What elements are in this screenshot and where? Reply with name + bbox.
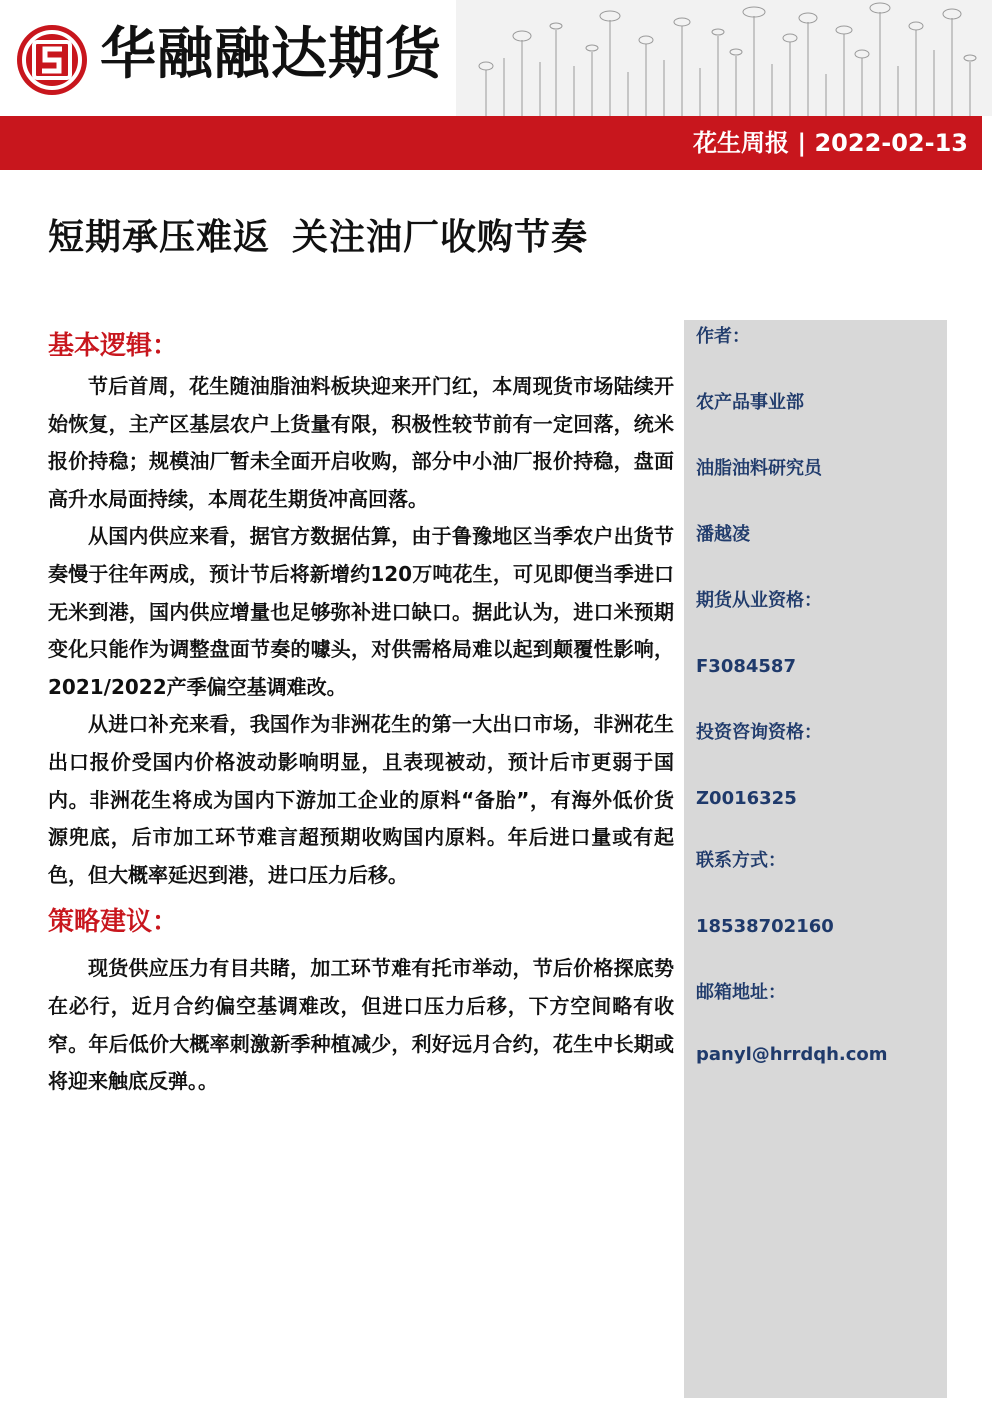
company-name: 华融融达期货 <box>100 21 442 87</box>
role: 油脂油料研究员 <box>696 458 822 479</box>
investment-qualification: Z0016325 <box>696 788 797 809</box>
report-type-date: 花生周报 | 2022-02-13 <box>693 129 968 157</box>
basic-logic-heading: 基本逻辑： <box>48 331 179 361</box>
contact-label: 联系方式： <box>696 850 786 871</box>
email-label: 邮箱地址： <box>696 982 786 1003</box>
strategy-heading: 策略建议： <box>48 907 179 938</box>
title-part-2: 关注油厂收购节奏 <box>292 217 589 258</box>
paragraph: 节后首周，花生随油脂油料板块迎来开门红，本周现货市场陆续开始恢复，主产区基层农户上货量有限，积极性较节前有一定回落，统米报价持稳；规模油厂暂未全面开启收购，部分中小油厂报价持稳，盘面高升水局面持续，本周花生期货冲高回落。 <box>48 374 674 511</box>
author-sidebar <box>684 320 947 1398</box>
author-label: 作者： <box>696 326 750 347</box>
email-address[interactable]: panyl@hrrdqh.com <box>696 1044 888 1065</box>
futures-qualification: F3084587 <box>696 656 796 677</box>
main-content <box>48 326 674 1101</box>
strategy-body <box>48 950 674 1100</box>
report-header <box>0 0 992 172</box>
department: 农产品事业部 <box>696 392 804 413</box>
title-part-1: 短期承压难返 <box>48 217 271 258</box>
decorative-pattern <box>456 0 992 116</box>
basic-logic-body <box>48 368 674 894</box>
paragraph: 从国内供应来看，据官方数据估算，由于鲁豫地区当季农户出货节奏慢于往年两成，预计节后将新增约120万吨花生，可见即便当季进口无米到港，国内供应增量也足够弥补进口缺口。据此认为，进口米预期变化只能作为调整盘面节奏的噱头，对供需格局难以起到颠覆性影响，2021/2022产季偏空基调难改。 <box>48 524 674 699</box>
investment-qualification-label: 投资咨询资格： <box>696 722 822 743</box>
phone-number: 18538702160 <box>696 916 834 937</box>
paragraph: 现货供应压力有目共睹，加工环节难有托市举动，节后价格探底势在必行，近月合约偏空基调难改，但进口压力后移，下方空间略有收窄。年后低价大概率刺激新季种植减少，利好远月合约，花生中长期或将迎来触底反弹。。 <box>48 956 674 1094</box>
paragraph: 从进口补充来看，我国作为非洲花生的第一大出口市场，非洲花生出口报价受国内价格波动影响明显，且表现被动，预计后市更弱于国内。非洲花生将成为国内下游加工企业的原料“备胎”，有海外低价货源兜底，后市加工环节难言超预期收购国内原料。年后进口量或有起色，但大概率延迟到港，进口压力后移。 <box>48 712 674 887</box>
futures-qualification-label: 期货从业资格： <box>696 590 822 611</box>
report-title <box>48 214 588 262</box>
author-name: 潘越凌 <box>696 524 750 545</box>
company-logo-icon <box>14 22 90 98</box>
